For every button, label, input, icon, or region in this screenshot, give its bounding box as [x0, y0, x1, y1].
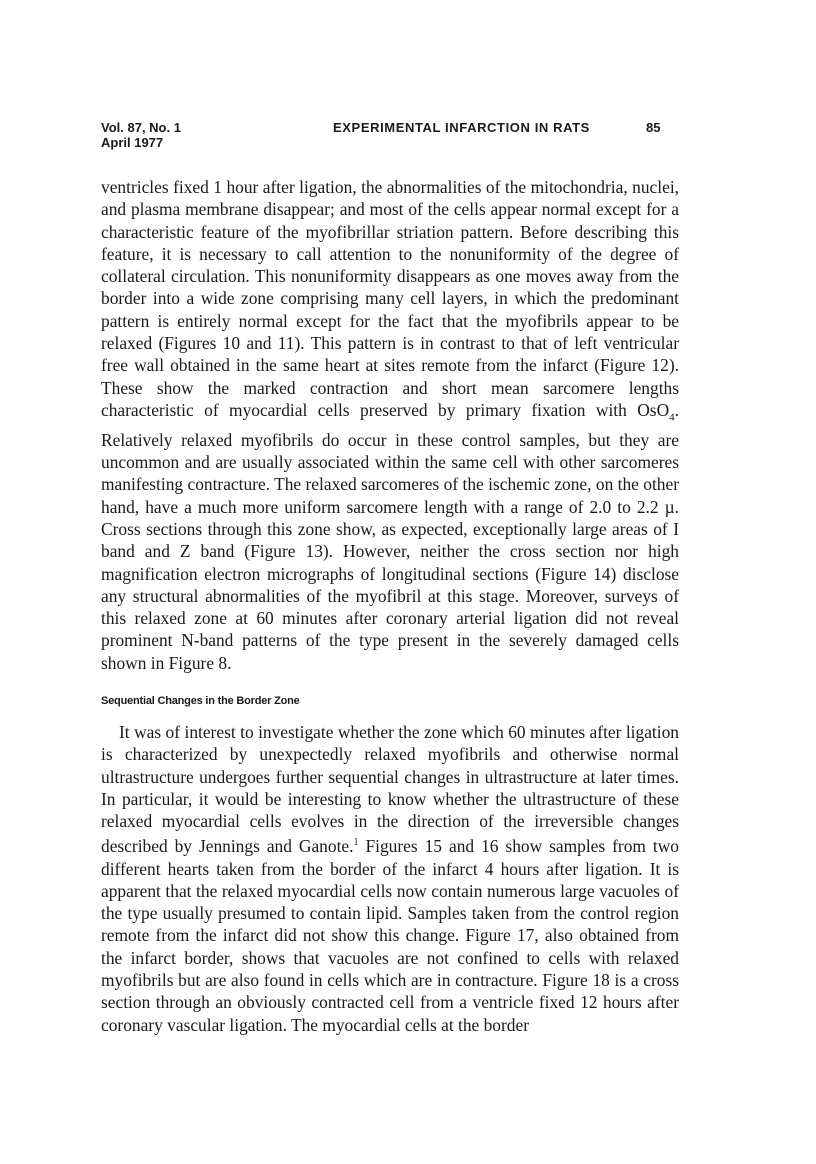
paragraph-text: ventricles fixed 1 hour after ligation, the abnormalities of the mitochondria, nuclei, and plasma membrane disappear; and most of the cells appear normal except for a characteristic feature of the myofibrillar striation pattern. Before describing this feature, it is necessary to call attention to the nonuniformity of the degree of collateral circulation. This nonuniformity disappears as one moves away from the border into a wide zone comprising many cell layers, in which the predominant pattern is entirely normal except for the fact that the myofibrils appear to be relaxed (Figures 10 and 11). This pattern is in contrast to that of left ventricular free wall obtained in the same heart at sites remote from the infarct (Figure 12). These show the marked contraction and short mean sarcomere lengths characteristic of myocardial cells preserved by primary fixation with OsO [101, 177, 679, 420]
reference-marker: 1 [353, 837, 359, 849]
paragraph-text: . Relatively relaxed myofibrils do occur in these control samples, but they are uncommon and are usually associated within the same cell with other sarcomeres manifesting contracture. The relaxed sarcomeres of the ischemic zone, on the other hand, have a much more uniform sarcomere length with a range of 2.0 to 2.2 µ. Cross sections through this zone show, as expected, exceptionally large areas of I band and Z band (Figure 13). However, neither the cross section nor high magnification electron micrographs of longitudinal sections (Figure 14) disclose any structural abnormalities of the myofibril at this stage. Moreover, surveys of this relaxed zone at 60 minutes after coronary arterial ligation did not reveal prominent N-band patterns of the type present in the severely damaged cells shown in Figure 8. [101, 399, 679, 673]
issue-info [101, 120, 181, 150]
page-number: 85 [646, 120, 661, 135]
issue-date: April 1977 [101, 135, 164, 150]
article-body [101, 176, 679, 1036]
paragraph-continued [101, 176, 679, 674]
volume-number: Vol. 87, No. 1 [101, 120, 181, 135]
paragraph [101, 721, 679, 1036]
running-title: EXPERIMENTAL INFARCTION IN RATS [333, 120, 590, 135]
subscript: 4 [669, 411, 675, 424]
paragraph-text: It was of interest to investigate whether the zone which 60 minutes after ligation is characterized by unexpectedly relaxed myofibrils and otherwise normal ultrastructure undergoes further sequential changes in ultrastructure at later times. In particular, it would be interesting to know whether the ultrastructure of these relaxed myocardial cells evolves in the direction of the irreversible changes described by Jennings and Ganote. [101, 722, 679, 857]
section-heading: Sequential Changes in the Border Zone [101, 695, 300, 707]
paragraph-text: Figures 15 and 16 show samples from two different hearts taken from the border of the infarct 4 hours after ligation. It is apparent that the relaxed myocardial cells now contain numerous large vacuoles of the type usually presumed to contain lipid. Samples taken from the control region remote from the infarct did not show this change. Figure 17, also obtained from the infarct border, shows that vacuoles are not confined to cells with relaxed myofibrils but are also found in cells which are in contracture. Figure 18 is a cross section through an obviously contracted cell from a ventricle fixed 12 hours after coronary vascular ligation. The myocardial cells at the border [101, 836, 679, 1035]
